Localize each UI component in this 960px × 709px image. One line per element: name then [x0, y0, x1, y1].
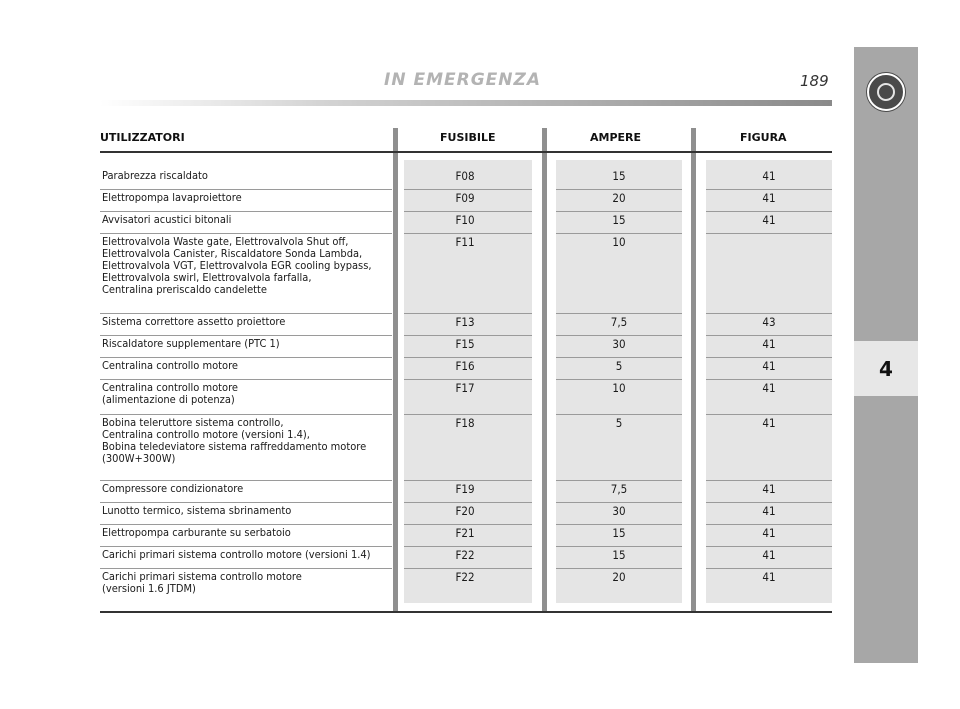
table-row — [100, 168, 832, 190]
header-ampere: AMPERE — [590, 131, 642, 144]
row-description: Avvisatori acustici bitonali — [102, 213, 232, 226]
row-ampere: 15 — [612, 213, 626, 227]
row-ampere: 15 — [612, 548, 626, 562]
table-row — [100, 481, 832, 503]
row-ampere: 20 — [612, 570, 626, 584]
row-description: Elettropompa carburante su serbatoio — [102, 526, 291, 539]
row-fuse: F18 — [455, 416, 475, 430]
row-ampere: 15 — [612, 526, 626, 540]
row-fuse: F17 — [455, 381, 475, 395]
row-fuse: F15 — [455, 337, 475, 351]
row-figure: 41 — [762, 169, 776, 183]
row-ampere: 5 — [615, 359, 623, 373]
row-figure: 41 — [762, 191, 776, 205]
row-figure: 41 — [762, 337, 776, 351]
table-row — [100, 212, 832, 234]
table-row — [100, 380, 832, 415]
row-ampere: 7,5 — [610, 482, 628, 496]
header-fusibile: FUSIBILE — [440, 131, 496, 144]
row-ampere: 5 — [615, 416, 623, 430]
row-description: Centralina controllo motore (alimentazione di potenza) — [102, 381, 239, 406]
row-description: Elettrovalvola Waste gate, Elettrovalvola Shut off, Elettrovalvola Canister, Riscaldatore Sonda Lambda, Elettrovalvola VGT, Elettrovalvola EGR cooling bypass, Elettrovalvola swirl, Elettrovalvola farfalla, Centralina preriscaldo candelette — [102, 235, 372, 296]
row-fuse: F22 — [455, 570, 475, 584]
table-row — [100, 234, 832, 314]
row-figure: 41 — [762, 526, 776, 540]
table-row — [100, 190, 832, 212]
row-description: Riscaldatore supplementare (PTC 1) — [102, 337, 280, 350]
row-ampere: 20 — [612, 191, 626, 205]
row-figure: 41 — [762, 570, 776, 584]
table-row — [100, 336, 832, 358]
chapter-number[interactable]: 4 — [854, 341, 918, 396]
table-row — [100, 358, 832, 380]
row-fuse: F21 — [455, 526, 475, 540]
table-row — [100, 525, 832, 547]
section-title: IN EMERGENZA — [384, 70, 541, 90]
row-description: Carichi primari sistema controllo motore (versioni 1.4) — [102, 548, 371, 561]
row-ampere: 30 — [612, 504, 626, 518]
row-ampere: 10 — [612, 235, 626, 249]
row-description: Centralina controllo motore — [102, 359, 239, 372]
row-fuse: F16 — [455, 359, 475, 373]
row-ampere: 7,5 — [610, 315, 628, 329]
row-ampere: 30 — [612, 337, 626, 351]
row-description: Carichi primari sistema controllo motore (versioni 1.6 JTDM) — [102, 570, 302, 595]
row-fuse: F19 — [455, 482, 475, 496]
row-figure: 41 — [762, 548, 776, 562]
row-ampere: 15 — [612, 169, 626, 183]
row-figure: 41 — [762, 213, 776, 227]
page-number: 189 — [800, 72, 829, 90]
header-utilizzatori: UTILIZZATORI — [100, 131, 185, 144]
row-fuse: F09 — [455, 191, 475, 205]
table-bottom-rule — [100, 611, 832, 613]
table-row — [100, 314, 832, 336]
header-rule — [100, 100, 832, 106]
row-ampere: 10 — [612, 381, 626, 395]
brand-logo-icon — [867, 73, 905, 111]
row-description: Lunotto termico, sistema sbrinamento — [102, 504, 292, 517]
row-fuse: F08 — [455, 169, 475, 183]
table-row — [100, 503, 832, 525]
row-description: Elettropompa lavaproiettore — [102, 191, 242, 204]
row-description: Sistema correttore assetto proiettore — [102, 315, 286, 328]
row-description: Compressore condizionatore — [102, 482, 244, 495]
row-figure: 41 — [762, 482, 776, 496]
table-top-rule — [100, 151, 832, 153]
header-figura: FIGURA — [740, 131, 787, 144]
row-description: Bobina teleruttore sistema controllo, Centralina controllo motore (versioni 1.4), Bobina teledeviatore sistema raffreddamento motore (300W+300W) — [102, 416, 367, 465]
table-row — [100, 415, 832, 481]
row-figure: 41 — [762, 504, 776, 518]
row-fuse: F11 — [455, 235, 475, 249]
row-figure: 43 — [762, 315, 776, 329]
row-figure: 41 — [762, 416, 776, 430]
row-fuse: F20 — [455, 504, 475, 518]
row-figure: 41 — [762, 359, 776, 373]
row-figure: 41 — [762, 381, 776, 395]
table-row — [100, 569, 832, 604]
row-fuse: F13 — [455, 315, 475, 329]
row-fuse: F10 — [455, 213, 475, 227]
row-description: Parabrezza riscaldato — [102, 169, 208, 182]
fuse-table — [100, 168, 832, 604]
table-row — [100, 547, 832, 569]
row-fuse: F22 — [455, 548, 475, 562]
